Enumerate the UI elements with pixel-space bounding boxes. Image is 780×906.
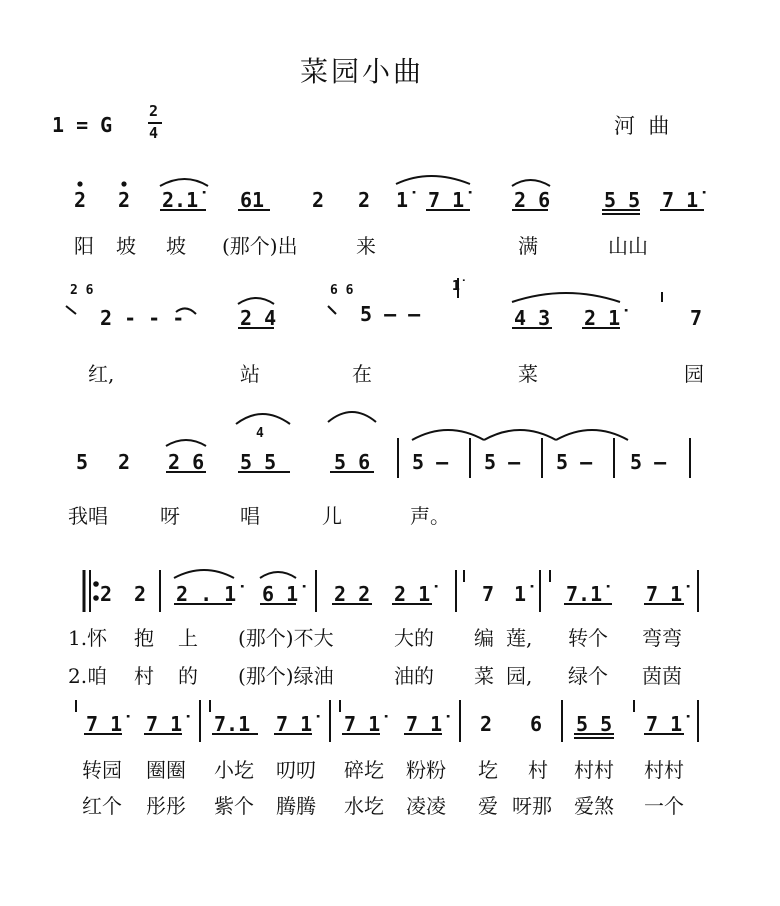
lyric-verse-2: 2.咱 [68,664,108,688]
song-title: 菜园小曲 [300,55,425,88]
lyric-verse-1: 村村 [574,758,614,782]
lyric-verse-2: 红个 [82,794,122,818]
time-signature-bottom: 4 [149,124,159,142]
lyric-verse-1: 转园 [82,758,122,782]
note: 2 4 [240,306,277,330]
note: 6 1̇ [262,582,299,606]
note: 5 — — [360,302,421,326]
note: 7 1̇ [276,712,313,736]
note: 2 [118,188,131,212]
lyric-verse-2: 爱 [478,794,498,818]
lyric: 我唱 [68,504,108,528]
song-source: 河 曲 [614,114,670,138]
lyric: 坡 [116,234,136,258]
lyric-verse-1: (那个)不大 [238,626,334,650]
note: 2 2 [334,582,371,606]
lyric: 阳 [74,234,94,258]
lyric-verse-2: 爱煞 [574,794,614,818]
lyric: 来 [356,234,376,258]
note: 61 [240,188,265,212]
lyric: (那个)出 [222,234,298,258]
note: 5 — [630,450,667,474]
lyric: 声。 [410,504,450,528]
note: 2 - - - [100,306,185,330]
lyric-verse-1: 村 [528,758,548,782]
lyric-verse-1: 抱 [134,626,154,650]
lyric: 山山 [608,234,648,258]
lyric-verse-2: 水圪 [344,794,384,818]
note: 1̇ [514,582,527,606]
lyric: 在 [352,362,372,386]
lyric-verse-2: 彤彤 [146,794,186,818]
lyric-verse-2: (那个)绿油 [238,664,334,688]
note: 2 [74,188,87,212]
note: 7 1̇ [344,712,381,736]
lyric-verse-1: 转个 [568,626,608,650]
grace-note: 2 6 [70,283,94,298]
lyric-verse-1: 粉粉 [406,758,446,782]
lyric-verse-2: 菜 [474,664,494,688]
note: 4 3 [514,306,551,330]
key-signature: 1 = G [52,113,113,137]
note: 5 — [412,450,449,474]
note: 7 1̇ [646,582,683,606]
lyric-verse-2: 村 [134,664,154,688]
time-signature-top: 2 [149,102,159,120]
note: 2 [118,450,131,474]
note: 2 [358,188,371,212]
note: 2 1̇ [584,306,621,330]
note: 7.1 [214,712,251,736]
note: 7 1̇ [646,712,683,736]
note: 2 6 [168,450,205,474]
note: 5 — [484,450,521,474]
note: 7 1̇ [662,188,699,212]
note: 7 1̇ [146,712,183,736]
note: 5 — [556,450,593,474]
note: 2.1̇ [162,188,199,212]
lyric: 菜 [518,362,538,386]
note: 7 [690,306,703,330]
lyric-verse-2: 紫个 [214,794,254,818]
grace-note: 4 [256,426,264,441]
lyric: 满 [518,234,538,258]
lyric-verse-2: 一个 [644,794,684,818]
lyric-verse-1: 村村 [644,758,684,782]
lyric-verse-1: 圪 [478,758,498,782]
note: 7 1̇ [86,712,123,736]
lyric: 红, [88,362,115,386]
lyric: 坡 [166,234,186,258]
lyric-verse-1: 圈圈 [146,758,186,782]
lyric: 园 [684,362,704,386]
lyric-verse-1: 大的 [394,626,434,650]
note: 5 5 [604,188,641,212]
lyric-verse-1: 碎圪 [344,758,384,782]
lyric-verse-2: 腾腾 [276,794,316,818]
note: 5 5 [576,712,613,736]
lyric-verse-2: 油的 [394,664,434,688]
lyric-verse-1: 编 [474,626,494,650]
lyric-verse-1: 叨叨 [276,758,316,782]
lyric: 站 [240,362,260,386]
lyric-verse-1: 弯弯 [642,626,682,650]
note: 7 1̇ [406,712,443,736]
lyric: 儿 [322,504,342,528]
note: 2 [100,582,113,606]
note: 7 1̇ [428,188,465,212]
note: 5 5 [240,450,277,474]
note: 6 [530,712,543,736]
grace-note: 6 6 [330,283,354,298]
note: 1̇ [396,188,409,212]
lyric-verse-1: 1.怀 [68,626,108,650]
lyric-verse-2: 凌凌 [406,794,446,818]
note: 2 [312,188,325,212]
lyric-verse-2: 绿个 [568,664,608,688]
lyric-verse-2: 呀那 [512,794,552,818]
lyric-verse-1: 莲, [506,626,533,650]
note: 5 6 [334,450,371,474]
lyric-verse-1: 小圪 [214,758,254,782]
lyric: 呀 [160,504,180,528]
note: 7.1̇ [566,582,603,606]
note: 2 6 [514,188,551,212]
lyric-verse-1: 上 [178,626,198,650]
note: 2 [480,712,493,736]
note: 2 . 1̇ [176,582,237,606]
lyric-verse-2: 园, [506,664,533,688]
note: 2 1̇ [394,582,431,606]
lyric: 唱 [240,504,260,528]
lyric-verse-2: 的 [178,664,198,688]
grace-note: 1̇ [452,279,460,294]
note: 5 [76,450,89,474]
lyric-verse-2: 茵茵 [642,664,682,688]
note: 2 [134,582,147,606]
note: 7 [482,582,495,606]
